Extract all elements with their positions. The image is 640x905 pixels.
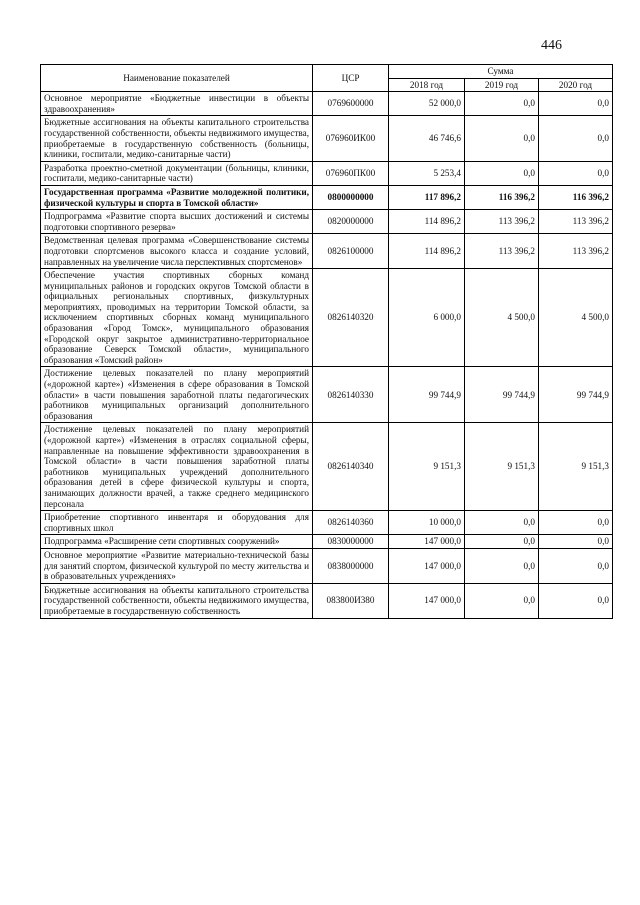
- page-number: 446: [541, 38, 562, 53]
- row-value-2018-cell: 6 000,0: [389, 269, 465, 367]
- row-code-cell: 0826140320: [313, 269, 389, 367]
- row-code-cell: 0769600000: [313, 92, 389, 116]
- row-code-cell: 0830000000: [313, 535, 389, 549]
- row-name-cell: Ведомственная целевая программа «Совершенствование системы подготовки спортсменов высокого класса и создание условий, направленных на увеличение числа перспективных спортсменов»: [41, 234, 313, 269]
- row-value-2018-cell: 147 000,0: [389, 583, 465, 618]
- row-name-cell: Основное мероприятие «Бюджетные инвестиции в объекты здравоохранения»: [41, 92, 313, 116]
- row-code-cell: 0826140360: [313, 511, 389, 535]
- row-value-2020-cell: 9 151,3: [539, 423, 613, 511]
- table-body: [41, 92, 613, 618]
- header-sum: Сумма: [389, 65, 613, 79]
- row-value-2018-cell: 147 000,0: [389, 548, 465, 583]
- row-value-2019-cell: 0,0: [465, 161, 539, 185]
- table-row: [41, 511, 613, 535]
- row-value-2020-cell: 4 500,0: [539, 269, 613, 367]
- row-code-cell: 083800И380: [313, 583, 389, 618]
- row-code-cell: 0826140340: [313, 423, 389, 511]
- row-value-2020-cell: 0,0: [539, 548, 613, 583]
- row-value-2020-cell: 113 396,2: [539, 234, 613, 269]
- row-name-cell: Достижение целевых показателей по плану мероприятий («дорожной карте») «Изменения в сфере образования в Томской области» в части повышения заработной платы педагогических работников муниципальных организаций дополнительного образования: [41, 367, 313, 423]
- row-name-cell: Бюджетные ассигнования на объекты капитального строительства государственной собственности, объекты недвижимого имущества, приобретаемые в государственную собственность (больницы, клиники, госпитали, медико-санитарные части): [41, 116, 313, 161]
- header-year-2019: 2019 год: [465, 78, 539, 92]
- row-value-2020-cell: 0,0: [539, 116, 613, 161]
- row-name-cell: Достижение целевых показателей по плану мероприятий («дорожной карте») «Изменения в отраслях социальной сферы, направленные на повышение эффективности здравоохранения в Томской области» в части повышения заработной платы работников муниципальных учреждений дополнительного образования детей в сфере физической культуры и спорта, занимающих должности врачей, а также среднего медицинского персонала: [41, 423, 313, 511]
- row-value-2019-cell: 113 396,2: [465, 210, 539, 234]
- row-value-2020-cell: 99 744,9: [539, 367, 613, 423]
- row-value-2018-cell: 114 896,2: [389, 234, 465, 269]
- row-code-cell: 0826140330: [313, 367, 389, 423]
- row-value-2019-cell: 4 500,0: [465, 269, 539, 367]
- row-name-cell: Подпрограмма «Развитие спорта высших достижений и системы подготовки спортивного резерва»: [41, 210, 313, 234]
- row-value-2020-cell: 0,0: [539, 583, 613, 618]
- table-row: [41, 269, 613, 367]
- row-name-cell: Приобретение спортивного инвентаря и оборудования для спортивных школ: [41, 511, 313, 535]
- table-row: [41, 92, 613, 116]
- row-value-2018-cell: 99 744,9: [389, 367, 465, 423]
- row-name-cell: Обеспечение участия спортивных сборных команд муниципальных районов и городских округов Томской области в официальных региональных спортивных, физкультурных мероприятиях, проводимых на территории Томской области, за исключением спортивных сборных команд муниципального образования «Город Томск», муниципального образования «Городской округ закрытое административно-территориальное образование Северск Томской области», муниципального образования «Томский район»: [41, 269, 313, 367]
- table-row: [41, 367, 613, 423]
- row-value-2020-cell: 0,0: [539, 535, 613, 549]
- table-header: [41, 65, 613, 92]
- row-value-2018-cell: 10 000,0: [389, 511, 465, 535]
- table-row: [41, 210, 613, 234]
- header-name: Наименование показателей: [41, 65, 313, 92]
- row-value-2019-cell: 0,0: [465, 116, 539, 161]
- row-value-2019-cell: 9 151,3: [465, 423, 539, 511]
- row-value-2018-cell: 117 896,2: [389, 185, 465, 209]
- row-code-cell: 076960ПК00: [313, 161, 389, 185]
- row-code-cell: 0838000000: [313, 548, 389, 583]
- table-row: [41, 234, 613, 269]
- row-code-cell: 0800000000: [313, 185, 389, 209]
- row-name-cell: Основное мероприятие «Развитие материально-технической базы для занятий спортом, физической культурой по месту жительства и в образовательных учреждениях»: [41, 548, 313, 583]
- table-row: [41, 535, 613, 549]
- row-value-2019-cell: 99 744,9: [465, 367, 539, 423]
- row-value-2018-cell: 52 000,0: [389, 92, 465, 116]
- row-value-2020-cell: 0,0: [539, 161, 613, 185]
- header-year-2018: 2018 год: [389, 78, 465, 92]
- table-row: [41, 116, 613, 161]
- row-value-2020-cell: 116 396,2: [539, 185, 613, 209]
- row-value-2018-cell: 147 000,0: [389, 535, 465, 549]
- row-value-2020-cell: 0,0: [539, 511, 613, 535]
- row-value-2019-cell: 0,0: [465, 92, 539, 116]
- header-year-2020: 2020 год: [539, 78, 613, 92]
- row-value-2019-cell: 0,0: [465, 535, 539, 549]
- row-value-2018-cell: 9 151,3: [389, 423, 465, 511]
- row-value-2018-cell: 114 896,2: [389, 210, 465, 234]
- table-row: [41, 423, 613, 511]
- table-row: [41, 185, 613, 209]
- row-value-2019-cell: 113 396,2: [465, 234, 539, 269]
- row-name-cell: Бюджетные ассигнования на объекты капитального строительства государственной собственности, объекты недвижимого имущества, приобретаемые в государственную собственность: [41, 583, 313, 618]
- row-code-cell: 076960ИК00: [313, 116, 389, 161]
- row-name-cell: Разработка проектно-сметной документации (больницы, клиники, госпитали, медико-санитарные части): [41, 161, 313, 185]
- table-row: [41, 583, 613, 618]
- header-code: ЦСР: [313, 65, 389, 92]
- table-row: [41, 161, 613, 185]
- row-value-2020-cell: 113 396,2: [539, 210, 613, 234]
- row-value-2019-cell: 0,0: [465, 511, 539, 535]
- budget-table: [40, 64, 613, 619]
- row-value-2018-cell: 5 253,4: [389, 161, 465, 185]
- row-value-2020-cell: 0,0: [539, 92, 613, 116]
- table-row: [41, 548, 613, 583]
- row-name-cell: Подпрограмма «Расширение сети спортивных сооружений»: [41, 535, 313, 549]
- row-code-cell: 0826100000: [313, 234, 389, 269]
- row-value-2018-cell: 46 746,6: [389, 116, 465, 161]
- row-value-2019-cell: 0,0: [465, 548, 539, 583]
- row-value-2019-cell: 116 396,2: [465, 185, 539, 209]
- row-name-cell: Государственная программа «Развитие молодежной политики, физической культуры и спорта в Томской области»: [41, 185, 313, 209]
- row-value-2019-cell: 0,0: [465, 583, 539, 618]
- row-code-cell: 0820000000: [313, 210, 389, 234]
